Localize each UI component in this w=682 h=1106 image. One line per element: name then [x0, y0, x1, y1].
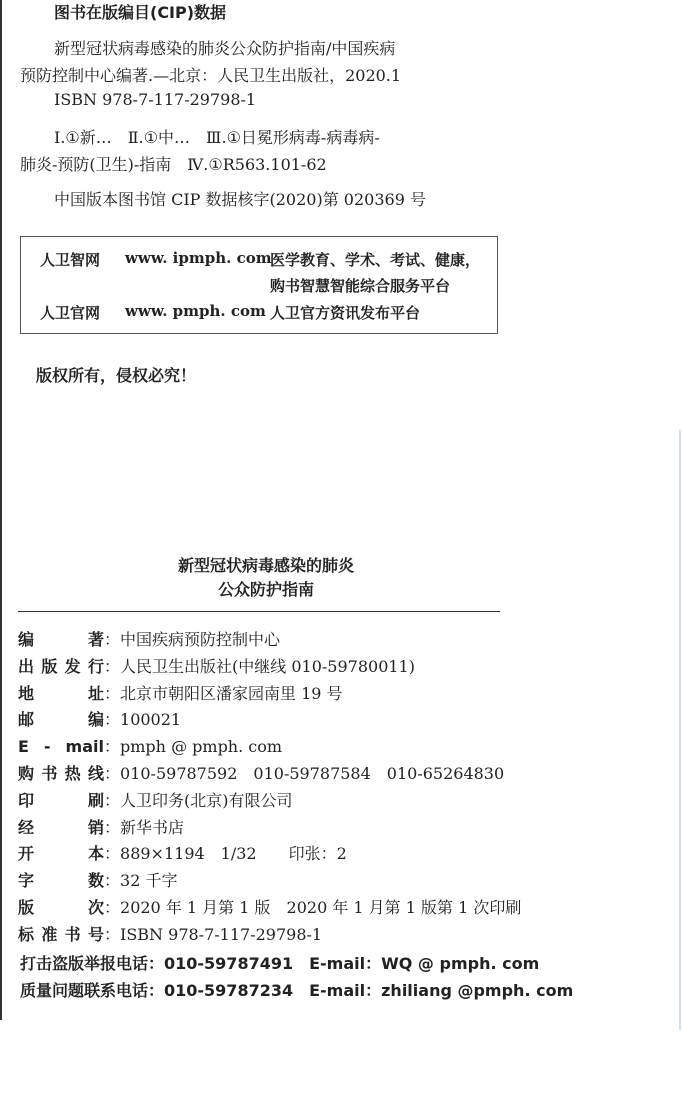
detail-colon: ： — [104, 764, 121, 783]
detail-label: 购书热线 — [18, 764, 104, 783]
detail-value: 100021 — [120, 710, 182, 729]
detail-label: 出版发行 — [18, 657, 104, 676]
detail-row — [18, 922, 322, 945]
site-name-pmph: 人卫官网 — [40, 304, 101, 322]
detail-value: 新华书店 — [120, 818, 185, 837]
detail-value: 中国疾病预防控制中心 — [120, 630, 281, 649]
detail-label: 开 本 — [18, 844, 104, 863]
detail-colon: ： — [104, 818, 121, 837]
book-title-line-1: 新型冠状病毒感染的肺炎 — [177, 556, 354, 575]
detail-row — [18, 895, 521, 918]
detail-colon: ： — [104, 791, 121, 810]
detail-label: 地 址 — [18, 684, 104, 703]
cip-line-2: 预防控制中心编著.—北京：人民卫生出版社，2020.1 — [20, 66, 402, 85]
detail-colon: ： — [104, 871, 121, 890]
detail-label: 编 著 — [18, 630, 104, 649]
detail-row — [18, 627, 280, 650]
detail-row — [18, 788, 293, 811]
detail-row — [18, 761, 504, 784]
cip-isbn: ISBN 978-7-117-29798-1 — [54, 90, 257, 109]
detail-label: E - mail — [18, 737, 104, 756]
detail-colon: ： — [104, 657, 121, 676]
cip-line-1: 新型冠状病毒感染的肺炎公众防护指南/中国疾病 — [54, 39, 396, 58]
detail-value: 人民卫生出版社(中继线 010-59780011) — [120, 657, 415, 676]
site-desc-pmph: 人卫官方资讯发布平台 — [270, 304, 421, 322]
detail-value: ISBN 978-7-117-29798-1 — [120, 925, 323, 944]
site-url-pmph[interactable]: www. pmph. com — [125, 302, 266, 320]
detail-row — [18, 868, 177, 891]
detail-value: 32 千字 — [120, 871, 178, 890]
detail-row — [18, 815, 184, 838]
site-url-ipmph[interactable]: www. ipmph. com — [125, 249, 272, 267]
detail-value: 2020 年 1 月第 1 版 2020 年 1 月第 1 版第 1 次印刷 — [120, 898, 522, 917]
detail-colon: ： — [104, 844, 121, 863]
site-name-ipmph: 人卫智网 — [40, 251, 101, 269]
detail-value: pmph @ pmph. com — [120, 737, 283, 756]
detail-label: 印 刷 — [18, 791, 104, 810]
cip-classification-1: Ⅰ.①新… Ⅱ.①中… Ⅲ.①日冕形病毒-病毒病- — [54, 128, 380, 147]
page-right-edge-line — [679, 430, 681, 1030]
cip-heading: 图书在版编目(CIP)数据 — [54, 3, 227, 22]
website-info-box — [20, 236, 498, 334]
copyright-notice: 版权所有，侵权必究！ — [36, 366, 197, 385]
detail-value: 010-59787592 010-59787584 010-65264830 — [120, 764, 505, 783]
book-title-line-2: 公众防护指南 — [217, 580, 314, 599]
detail-row — [18, 707, 181, 730]
detail-colon: ： — [104, 684, 121, 703]
detail-value: 人卫印务(北京)有限公司 — [120, 791, 293, 810]
detail-colon: ： — [104, 898, 121, 917]
detail-label: 经 销 — [18, 818, 104, 837]
quality-issue-contact: 质量问题联系电话：010-59787234 E-mail：zhiliang @pmph. com — [20, 981, 574, 1000]
detail-colon: ： — [104, 737, 121, 756]
detail-value: 北京市朝阳区潘家园南里 19 号 — [120, 684, 343, 703]
detail-label: 邮 编 — [18, 710, 104, 729]
detail-colon: ： — [104, 925, 121, 944]
site-desc-ipmph-b: 购书智慧智能综合服务平台 — [270, 277, 451, 295]
detail-row — [18, 734, 282, 757]
detail-row — [18, 841, 347, 864]
detail-value: 889×1194 1/32 印张：2 — [120, 844, 347, 863]
detail-label: 版 次 — [18, 898, 104, 917]
cip-classification-2: 肺炎-预防(卫生)-指南 Ⅳ.①R563.101-62 — [20, 155, 327, 174]
detail-label: 字 数 — [18, 871, 104, 890]
detail-colon: ： — [104, 710, 121, 729]
detail-label: 标准书号 — [18, 925, 104, 944]
piracy-report-contact: 打击盗版举报电话：010-59787491 E-mail：WQ @ pmph. com — [20, 954, 540, 973]
cip-verification: 中国版本图书馆 CIP 数据核字(2020)第 020369 号 — [54, 190, 426, 209]
detail-row — [18, 654, 415, 677]
detail-row — [18, 681, 343, 704]
detail-colon: ： — [104, 630, 121, 649]
site-desc-ipmph-a: 医学教育、学术、考试、健康， — [270, 251, 481, 269]
page-left-border — [0, 0, 2, 1020]
title-divider — [18, 611, 500, 612]
